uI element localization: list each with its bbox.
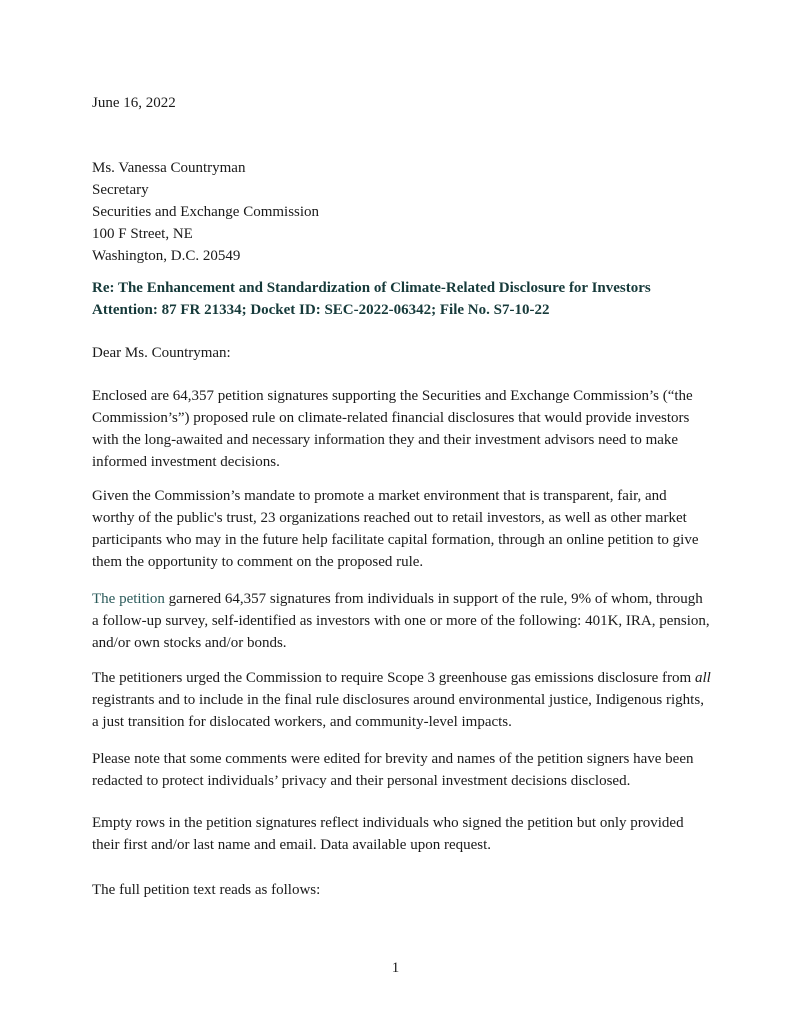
petition-link-text: The petition [92,591,165,607]
paragraph-signatures-enclosed: Enclosed are 64,357 petition signatures supporting the Securities and Exchange Commission’s (“the Commission’s”) proposed rule on climate-related financial disclosures that would provide investors with the long-awaited and necessary information they and their investment advisors need to make informed investment decisions. [92,388,693,470]
address-line-organization: Securities and Exchange Commission [92,204,320,220]
requests-text-end: registrants and to include in the final rule disclosures around environmental justice, Indigenous rights, a just transition for dislocated workers, and community-level impacts. [92,692,704,730]
paragraph-petition-results [92,588,712,654]
petition-results-text: garnered 64,357 signatures from individuals in support of the rule, 9% of whom, through a follow-up survey, self-identified as investors with one or more of the following: 401K, IRA, pension, and/or own stocks and/or bonds. [92,591,710,651]
address-line-name: Ms. Vanessa Countryman [92,160,246,176]
emphasis-all: all [694,670,711,686]
requests-text-start: The petitioners urged the Commission to require Scope 3 greenhouse gas emissions disclosure from [92,670,695,686]
paragraph-petition-intro: The full petition text reads as follows: [92,882,321,898]
address-line-street: 100 F Street, NE [92,226,193,242]
re-line: Re: The Enhancement and Standardization of Climate-Related Disclosure for Investors [92,280,651,296]
paragraph-commission-mandate: Given the Commission’s mandate to promote a market environment that is transparent, fair, and worthy of the public's trust, 23 organizations reached out to retail investors, as well as other market participants who may in the future help facilitate capital formation, through an online petition to give them the opportunity to comment on the proposed rule. [92,488,699,570]
attention-line: Attention: 87 FR 21334; Docket ID: SEC-2022-06342; File No. S7-10-22 [92,302,550,318]
letter-date: June 16, 2022 [92,95,176,111]
paragraph-empty-rows-note: Empty rows in the petition signatures reflect individuals who signed the petition but only provided their first and/or last name and email. Data available upon request. [92,815,684,853]
address-line-title: Secretary [92,182,149,198]
subject-block [92,277,712,321]
recipient-address [92,157,712,267]
paragraph-editing-note: Please note that some comments were edited for brevity and names of the petition signers have been redacted to protect individuals’ privacy and their personal investment decisions disclosed. [92,751,694,789]
paragraph-petitioner-requests [92,667,712,733]
salutation: Dear Ms. Countryman: [92,345,231,361]
address-line-city: Washington, D.C. 20549 [92,248,241,264]
page-number: 1 [391,960,400,976]
